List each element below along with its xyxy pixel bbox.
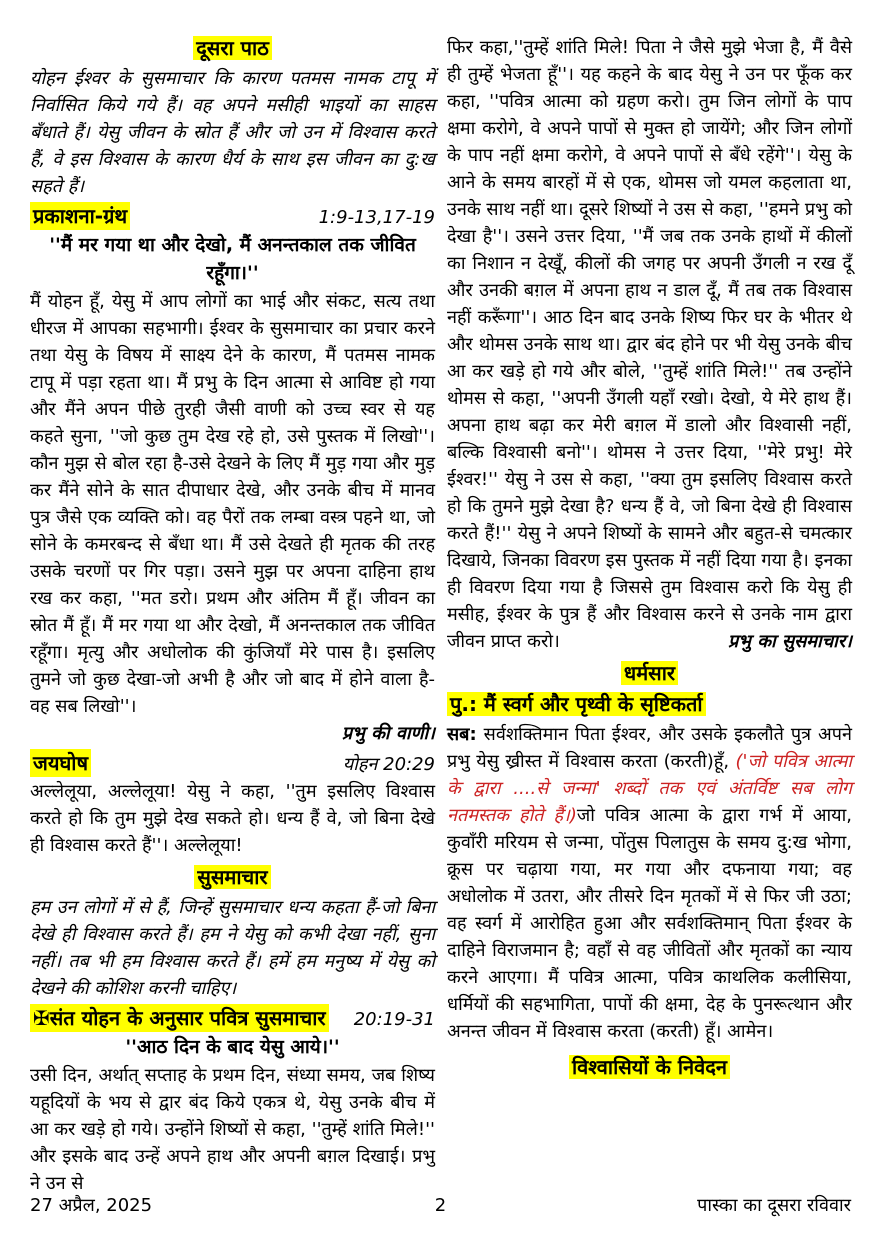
second-reading-source-row (30, 202, 435, 230)
creed-title: धर्मसार (621, 661, 678, 685)
gospel-body-right (447, 34, 852, 655)
gospel-intro-body: हम उन लोगों में से हैं, जिन्हें सुसमाचार धन्य कहता हैं-जो बिना देखे ही विश्वास करते हैं। हम ने येसु को कभी देखा नहीं, सुना नहीं। तब भी हम विश्वास करते हैं। हमें हम मनुष्य में येसु को देखने की कोशिश करनी चाहिए। (30, 897, 435, 999)
intercessions-heading (447, 1053, 852, 1081)
gospel-closing: प्रभु का सुसमाचार। (728, 631, 852, 652)
creed-leader-line: पु.: मैं स्वर्ग और पृथ्वी के सृष्टिकर्ता (447, 692, 706, 716)
footer-page-number: 2 (434, 1195, 447, 1216)
second-reading-body: मैं योहन हूँ, येसु में आप लोगों का भाई और संकट, सत्य तथा धीरज में आपका सहभागी। ईश्वर के सुसमाचार का प्रचार करने तथा येसु के विषय में साक्ष्य देने के कारण, मैं पतमस नामक टापू में पड़ा रहता था। मैं प्रभु के दिन आत्मा से आविष्ट हो गया और मैंने अपन पीछे तुरही जैसी वाणी को उच्च स्वर से यह कहते सुना, ''जो कुछ तुम देख रहे हो, उसे पुस्तक में लिखो''। कौन मुझ से बोल रहा है-उसे देखने के लिए मैं मुड़ गया और मुड़ कर मैंने सोने के सात दीपाधार देखे, और उनके बीच में मानव पुत्र जैसे एक व्यक्ति को। वह पैरों तक लम्बा वस्त्र पहने था, जो सोने के कमरबन्द से बँधा था। मैं उसे देखते ही मृतक की तरह उसके चरणों पर गिर पड़ा। उसने मुझ पर अपना दाहिना हाथ रख कर कहा, ''मत डरो। प्रथम और अंतिम मैं हूँ। जीवन का स्रोत मैं हूँ। मैं मर गया था और देखो, मैं अनन्तकाल तक जीवित रहूँगा। मृत्यु और अधोलोक की कुंजियाँ मेरे पास है। इसलिए तुमने जो कुछ देखा-जो अभी है और जो बाद में होने वाला है-वह सब लिखो''। (30, 291, 435, 717)
gospel-body-left: उसी दिन, अर्थात् सप्ताह के प्रथम दिन, संध्या समय, जब शिष्य यहूदियों के भय से द्वार बंद किये एकत्र थे, येसु उनके बीच में आ कर खड़े हो गये। उन्होंने शिष्यों से कहा, ''तुम्हें शांति मिले!'' और इसके बाद उन्हें अपने हाथ और अपनी बग़ल दिखाई। प्रभु ने उन से (30, 1065, 435, 1194)
gospel-continuation-text: फिर कहा,''तुम्हें शांति मिले! पिता ने जैसे मुझे भेजा है, मैं वैसे ही तुम्हें भेजता हूँ''। यह कहने के बाद येसु ने उन पर फूँक कर कहा, ''पवित्र आत्मा को ग्रहण करो। तुम जिन लोगों के पाप क्षमा करोगे, वे अपने पापों से मुक्त हो जायेंगे; और जिन लोगों के पाप नहीं क्षमा करोगे, वे अपने पापों से बँधे रहेंगे''। येसु के आने के समय बारहों में से एक, थोमस जो यमल कहलाता था, उनके साथ नहीं था। दूसरे शिष्यों ने उस से कहा, ''हमने प्रभु को देखा है''। उसने उत्तर दिया, ''मैं जब तक उनके हाथों में कीलों का निशान न देखूँ, कीलों की जगह पर अपनी उँगली न रख दूँ और उनकी बग़ल में अपना हाथ न डाल दूँ, मैं तब तक विश्वास नहीं करूँगा''। आठ दिन बाद उनके शिष्य फिर घर के भीतर थे और थोमस उनके साथ था। द्वार बंद होने पर भी येसु उनके बीच आ कर खड़े हो गये और बोले, ''तुम्हें शांति मिले!'' तब उन्होंने थोमस से कहा, ''अपनी उँगली यहाँ रखो। देखो, ये मेरे हाथ हैं। अपना हाथ बढ़ा कर मेरी बग़ल में डालो और विश्वासी नहीं, बल्कि विश्वासी बनो''। थोमस ने उत्तर दिया, ''मेरे प्रभु! मेरे ईश्वर!'' येसु ने उस से कहा, ''क्या तुम इसलिए विश्वास करते हो कि तुमने मुझे देखा है? धन्य हैं वे, जो बिना देखे ही विश्वास करते हैं!'' येसु ने अपने शिष्यों के सामने और बहुत-से चमत्कार दिखाये, जिनका विवरण इस पुस्तक में नहीं दिया गया है। इनका ही विवरण दिया गया है जिससे तुम विश्वास करो कि येसु ही मसीह, ईश्वर के पुत्र हैं और विश्वास करने से उनके नाम द्वारा जीवन प्राप्त करो। (447, 37, 852, 652)
acclamation-heading-row (30, 749, 435, 777)
creed-text-2: जो पवित्र आत्मा के द्वारा गर्भ में आया, कुवाँरी मरियम से जन्मा, पोंतुस पिलातुस के समय दु:ख भोगा, क्रूस पर चढ़ाया गया, मर गया और दफनाया गया; वह अधोलोक में उतरा, और तीसरे दिन मृतकों में से फिर जी उठा; वह स्वर्ग में आरोहित हुआ और सर्वशक्तिमान् पिता ईश्वर के दाहिने विराजमान है; वहाँ से वह जीवितों और मृतकों का न्याय करने आएगा। मैं पवित्र आत्मा, पवित्र काथलिक कलीसिया, धर्मियों की सहभागिता, पापों की क्षमा, देह के पुनरूत्थान और अनन्त जीवन में विश्वास करता (करती) हूँ। आमेन। (447, 805, 852, 1042)
creed-leader-line-wrap (447, 690, 852, 718)
gospel-title-highlight (30, 1004, 329, 1032)
gospel-heading-row (30, 1004, 435, 1032)
footer-title: पास्का का दूसरा रविवार (697, 1195, 852, 1216)
acclamation-body: अल्लेलूया, अल्लेलूया! येसु ने कहा, ''तुम इसलिए विश्वास करते हो कि तुम मुझे देख सकते हो। धन्य हैं वे, जो बिना देखे ही विश्वास करते हैं''। अल्लेलूया! (30, 781, 435, 856)
page-footer (30, 1193, 851, 1217)
gospel-subtitle: ''आठ दिन के बाद येसु आये।'' (125, 1036, 340, 1058)
creed-rubric: ('जो पवित्र आत्मा के द्वारा ....से जन्मा' शब्दों तक एवं अंतर्विष्ट सब लोग नतमस्तक होते हैं।) (447, 751, 852, 826)
gospel-reference: 20:19-31 (353, 1009, 435, 1030)
creed-all-label: सब: (447, 724, 477, 745)
left-column (30, 34, 435, 1197)
second-reading-subtitle: ''मैं मर गया था और देखो, मैं अनन्तकाल तक जीवित रहूँगा।'' (49, 234, 416, 284)
gospel-intro-heading (30, 863, 435, 891)
second-reading-source: प्रकाशना-ग्रंथ (30, 202, 130, 230)
second-reading-heading (30, 34, 435, 62)
creed-text-1: सर्वशक्तिमान पिता ईश्वर, और उसके इकलौते पुत्र अपने प्रभु येसु ख्रीस्त में विश्वास करता (करती)हूँ, (447, 724, 852, 772)
second-reading-intro: योहन ईश्वर के सुसमाचार कि कारण पतमस नामक टापू में निर्वासित किये गये हैं। वह अपने मसीही भाइयों का साहस बँधाते हैं। येसु जीवन के स्रोत हैं और जो उन में विश्वास करते हैं, वे इस विश्वास के कारण धैर्य के साथ इस जीवन का दु:ख सहते हैं। (30, 68, 435, 197)
creed-body (447, 721, 852, 1045)
acclamation-title: जयघोष (30, 749, 91, 777)
cross-icon: ✠ (33, 1006, 50, 1030)
second-reading-reference: 1:9-13,17-19 (318, 207, 435, 228)
gospel-title: संत योहन के अनुसार पवित्र सुसमाचार (49, 1006, 326, 1030)
acclamation-reference: योहन 20:29 (342, 754, 435, 775)
intercessions-title: विश्वासियों के निवेदन (569, 1055, 730, 1079)
second-reading-title: दूसरा पाठ (193, 36, 272, 60)
two-column-layout (30, 34, 851, 1197)
second-reading-closing: प्रभु की वाणी। (341, 723, 435, 744)
right-column (447, 34, 852, 1197)
gospel-intro-title: सुसमाचार (194, 865, 270, 889)
footer-date: 27 अप्रैल, 2025 (30, 1195, 153, 1216)
creed-heading (447, 659, 852, 687)
